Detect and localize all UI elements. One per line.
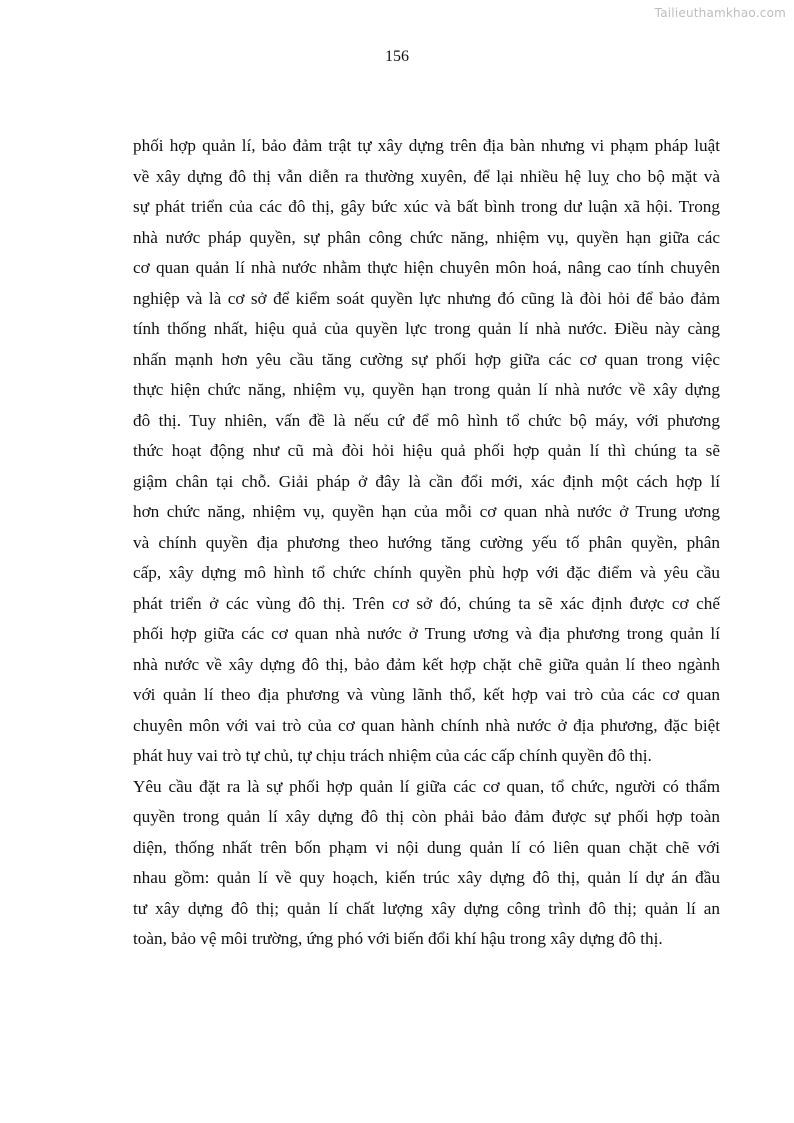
text-line: đô thị. Tuy nhiên, vấn đề là nếu cứ để mô hình tổ chức bộ máy, với phương <box>133 410 720 430</box>
text-line: hơn chức năng, nhiệm vụ, quyền hạn của mỗi cơ quan nhà nước ở Trung ương <box>133 502 720 521</box>
text-line: nghiệp và là cơ sở để kiểm soát quyền lực nhưng đó cũng là đòi hỏi để bảo đảm <box>133 288 720 308</box>
text-line: cơ quan quản lí nhà nước nhằm thực hiện chuyên môn hoá, nâng cao tính chuyên <box>133 258 720 277</box>
text-line: nhà nước pháp quyền, sự phân công chức năng, nhiệm vụ, quyền hạn giữa các <box>133 227 720 247</box>
text-line: cấp, xây dựng mô hình tổ chức chính quyền phù hợp với đặc điểm và yêu cầu <box>133 563 720 582</box>
text-line: thức hoạt động như cũ mà đòi hỏi hiệu quả phối hợp quản lí thì chúng ta sẽ <box>133 441 720 460</box>
text-line: nhấn mạnh hơn yêu cầu tăng cường sự phối hợp giữa các cơ quan trong việc <box>133 349 720 369</box>
text-line: sự phát triển của các đô thị, gây bức xúc và bất bình trong dư luận xã hội. Trong <box>133 197 720 216</box>
text-line: toàn, bảo vệ môi trường, ứng phó với biến đổi khí hậu trong xây dựng đô thị. <box>133 929 663 948</box>
text-line: tư xây dựng đô thị; quản lí chất lượng xây dựng công trình đô thị; quản lí an <box>133 898 720 918</box>
text-line: phối hợp giữa các cơ quan nhà nước ở Trung ương và địa phương trong quản lí <box>133 624 720 643</box>
text-line: nhà nước về xây dựng đô thị, bảo đảm kết hợp chặt chẽ giữa quản lí theo ngành <box>133 654 720 674</box>
watermark-text: Tailieuthamkhao.com <box>654 6 786 20</box>
text-line: phát triển ở các vùng đô thị. Trên cơ sở đó, chúng ta sẽ xác định được cơ chế <box>133 593 720 613</box>
body-paragraph <box>133 131 720 955</box>
text-line: diện, thống nhất trên bốn phạm vi nội dung quản lí có liên quan chặt chẽ với <box>133 837 720 857</box>
text-line: thực hiện chức năng, nhiệm vụ, quyền hạn trong quản lí nhà nước về xây dựng <box>133 380 720 399</box>
text-line: phối hợp quản lí, bảo đảm trật tự xây dựng trên địa bàn nhưng vi phạm pháp luật <box>133 136 720 155</box>
text-line: với quản lí theo địa phương và vùng lãnh thổ, kết hợp vai trò của các cơ quan <box>133 685 720 704</box>
text-line: phát huy vai trò tự chủ, tự chịu trách nhiệm của các cấp chính quyền đô thị. <box>133 746 652 765</box>
page-number: 156 <box>385 48 409 65</box>
text-line: tính thống nhất, hiệu quả của quyền lực trong quản lí nhà nước. Điều này càng <box>133 319 720 338</box>
text-line: và chính quyền địa phương theo hướng tăng cường yếu tố phân quyền, phân <box>133 532 720 552</box>
text-line: chuyên môn với vai trò của cơ quan hành chính nhà nước ở địa phương, đặc biệt <box>133 715 720 735</box>
text-line: nhau gồm: quản lí về quy hoạch, kiến trúc xây dựng đô thị, quản lí dự án đầu <box>133 868 720 887</box>
text-line: giậm chân tại chỗ. Giải pháp ở đây là cần đổi mới, xác định một cách hợp lí <box>133 471 720 491</box>
text-line: về xây dựng đô thị vẫn diễn ra thường xuyên, để lại nhiều hệ luỵ cho bộ mặt và <box>133 166 720 186</box>
text-line: Yêu cầu đặt ra là sự phối hợp quản lí giữa các cơ quan, tổ chức, người có thẩm <box>133 776 720 796</box>
text-line: quyền trong quản lí xây dựng đô thị còn phải bảo đảm được sự phối hợp toàn <box>133 807 720 826</box>
